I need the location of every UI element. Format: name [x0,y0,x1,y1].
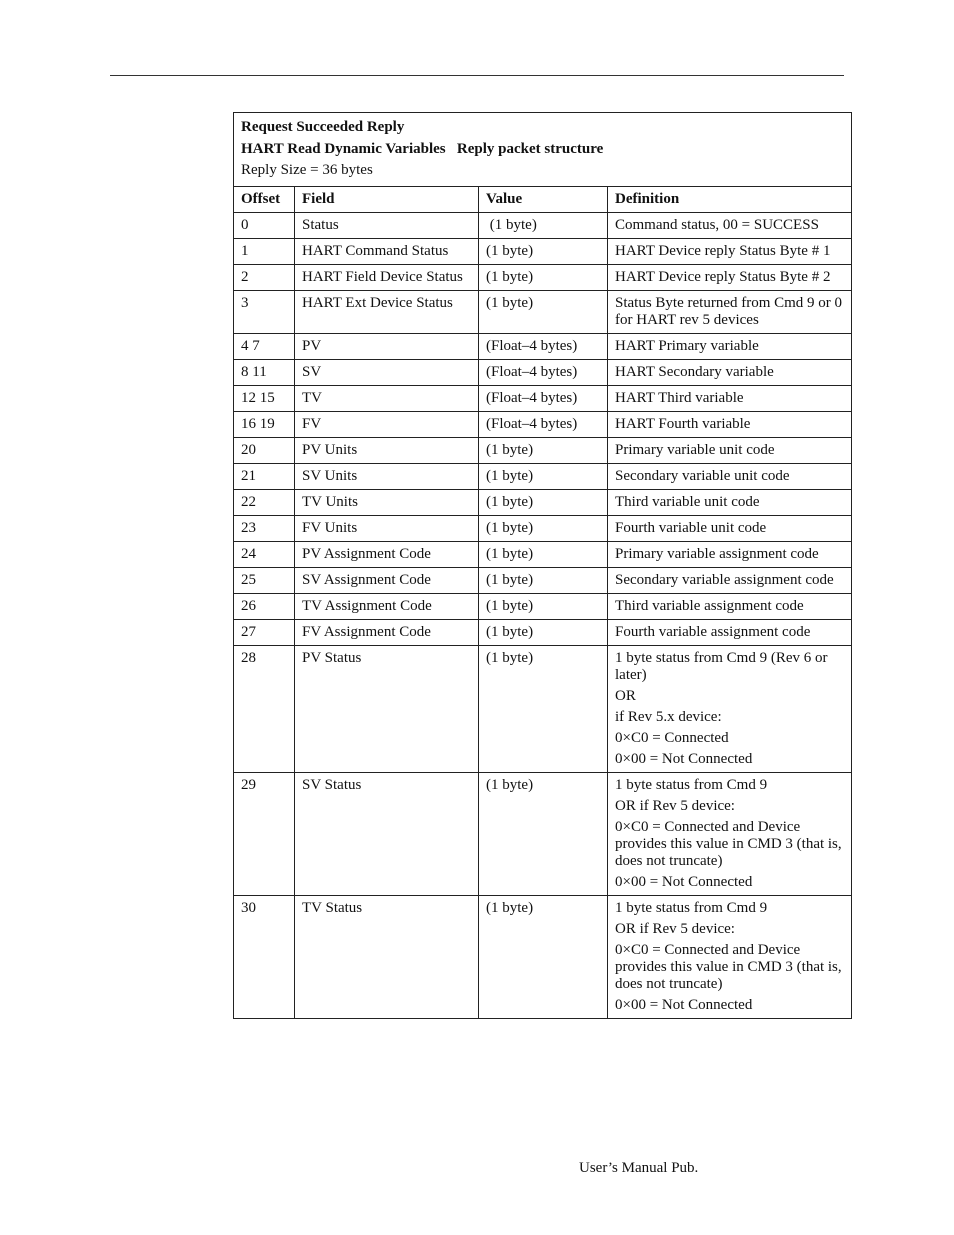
table-row [234,264,852,290]
definition-line: Secondary variable assignment code [615,571,834,588]
value-cell: (1 byte) [479,264,608,290]
value-cell: (1 byte) [479,619,608,645]
offset-cell: 25 [234,567,295,593]
table-row [234,411,852,437]
definition-cell [608,772,852,895]
offset-cell: 22 [234,489,295,515]
definition-cell [608,645,852,772]
offset-cell: 2 [234,264,295,290]
value-cell: (1 byte) [479,290,608,333]
definition-line: OR if Rev 5 device: [615,797,735,814]
field-cell: HART Ext Device Status [295,290,479,333]
value-cell: (1 byte) [479,212,608,238]
field-cell: HART Field Device Status [295,264,479,290]
offset-cell: 27 [234,619,295,645]
value-cell: (1 byte) [479,593,608,619]
definition-line: Primary variable unit code [615,441,775,458]
definition-line: HART Secondary variable [615,363,774,380]
offset-cell: 21 [234,463,295,489]
definition-cell [608,515,852,541]
definition-cell [608,333,852,359]
value-cell: (Float–4 bytes) [479,333,608,359]
table-row [234,619,852,645]
table-subtitle: HART Read Dynamic Variables Reply packet structure [241,140,604,157]
table-title: Request Succeeded Reply [241,119,405,135]
definition-line: 0×C0 = Connected and Device provides this value in CMD 3 (that is, does not truncate) [615,818,842,869]
field-cell: SV Status [295,772,479,895]
field-cell: PV Status [295,645,479,772]
offset-cell: 8 11 [234,359,295,385]
definition-line: Fourth variable unit code [615,519,767,536]
value-cell: (Float–4 bytes) [479,385,608,411]
definition-line: HART Fourth variable [615,415,751,432]
field-cell: PV Units [295,437,479,463]
field-cell: PV [295,333,479,359]
definition-line: 0×C0 = Connected and Device provides this value in CMD 3 (that is, does not truncate) [615,941,842,992]
field-cell: TV Units [295,489,479,515]
table-body [234,212,852,1018]
offset-cell: 1 [234,238,295,264]
definition-line: HART Primary variable [615,337,759,354]
definition-line: 0×00 = Not Connected [615,996,753,1013]
field-cell: TV Status [295,895,479,1018]
definition-line: 0×C0 = Connected [615,729,729,746]
table-row [234,385,852,411]
value-cell: (1 byte) [479,238,608,264]
value-cell: (1 byte) [479,895,608,1018]
definition-line: Secondary variable unit code [615,467,790,484]
definition-cell [608,619,852,645]
table-row [234,463,852,489]
definition-cell [608,567,852,593]
definition-line: OR if Rev 5 device: [615,920,735,937]
offset-cell: 20 [234,437,295,463]
table-row [234,645,852,772]
header-rule [110,75,844,76]
value-cell: (Float–4 bytes) [479,359,608,385]
definition-line: 1 byte status from Cmd 9 [615,776,768,793]
definition-line: Fourth variable assignment code [615,623,811,640]
offset-cell: 16 19 [234,411,295,437]
table-row [234,333,852,359]
definition-line: HART Third variable [615,389,744,406]
field-cell: PV Assignment Code [295,541,479,567]
definition-line: 0×00 = Not Connected [615,750,753,767]
value-cell: (1 byte) [479,489,608,515]
value-cell: (1 byte) [479,437,608,463]
definition-line: if Rev 5.x device: [615,708,722,725]
definition-cell [608,489,852,515]
definition-cell [608,212,852,238]
definition-line: Third variable unit code [615,493,760,510]
definition-cell [608,895,852,1018]
offset-cell: 4 7 [234,333,295,359]
definition-cell [608,437,852,463]
definition-line: Third variable assignment code [615,597,804,614]
page-footer: User’s Manual Pub. [579,1160,699,1176]
reply-structure-table [233,112,852,1019]
offset-cell: 12 15 [234,385,295,411]
table-row [234,772,852,895]
offset-cell: 30 [234,895,295,1018]
table-title-row [234,113,852,187]
column-header-definition: Definition [608,186,852,212]
value-cell: (1 byte) [479,772,608,895]
definition-cell [608,385,852,411]
field-cell: FV [295,411,479,437]
definition-line: OR [615,687,636,704]
offset-cell: 28 [234,645,295,772]
definition-cell [608,290,852,333]
table-row [234,489,852,515]
table-row [234,437,852,463]
table-row [234,290,852,333]
field-cell: FV Assignment Code [295,619,479,645]
value-cell: (1 byte) [479,645,608,772]
definition-cell [608,411,852,437]
definition-cell [608,264,852,290]
field-cell: FV Units [295,515,479,541]
offset-cell: 3 [234,290,295,333]
offset-cell: 0 [234,212,295,238]
value-cell: (Float–4 bytes) [479,411,608,437]
table-row [234,541,852,567]
definition-line: Primary variable assignment code [615,545,819,562]
value-cell: (1 byte) [479,515,608,541]
table-row [234,238,852,264]
table-row [234,567,852,593]
offset-cell: 29 [234,772,295,895]
definition-cell [608,463,852,489]
field-cell: SV Assignment Code [295,567,479,593]
definition-line: 0×00 = Not Connected [615,873,753,890]
definition-line: Command status, 00 = SUCCESS [615,216,819,233]
column-header-offset: Offset [234,186,295,212]
definition-line: HART Device reply Status Byte # 1 [615,242,831,259]
definition-cell [608,238,852,264]
offset-cell: 24 [234,541,295,567]
definition-cell [608,359,852,385]
field-cell: SV Units [295,463,479,489]
definition-line: Status Byte returned from Cmd 9 or 0 for HART rev 5 devices [615,294,843,328]
offset-cell: 26 [234,593,295,619]
reply-size: Reply Size = 36 bytes [241,162,373,178]
table-title-cell [234,113,852,187]
definition-cell [608,593,852,619]
value-cell: (1 byte) [479,567,608,593]
definition-line: HART Device reply Status Byte # 2 [615,268,831,285]
field-cell: Status [295,212,479,238]
table-row [234,895,852,1018]
definition-cell [608,541,852,567]
field-cell: HART Command Status [295,238,479,264]
definition-line: 1 byte status from Cmd 9 (Rev 6 or later) [615,649,828,683]
field-cell: SV [295,359,479,385]
column-header-field: Field [295,186,479,212]
definition-line: 1 byte status from Cmd 9 [615,899,768,916]
table-row [234,515,852,541]
value-cell: (1 byte) [479,463,608,489]
table-row [234,359,852,385]
column-header-row [234,186,852,212]
table-row [234,593,852,619]
column-header-value: Value [479,186,608,212]
offset-cell: 23 [234,515,295,541]
table-row [234,212,852,238]
field-cell: TV Assignment Code [295,593,479,619]
value-cell: (1 byte) [479,541,608,567]
field-cell: TV [295,385,479,411]
